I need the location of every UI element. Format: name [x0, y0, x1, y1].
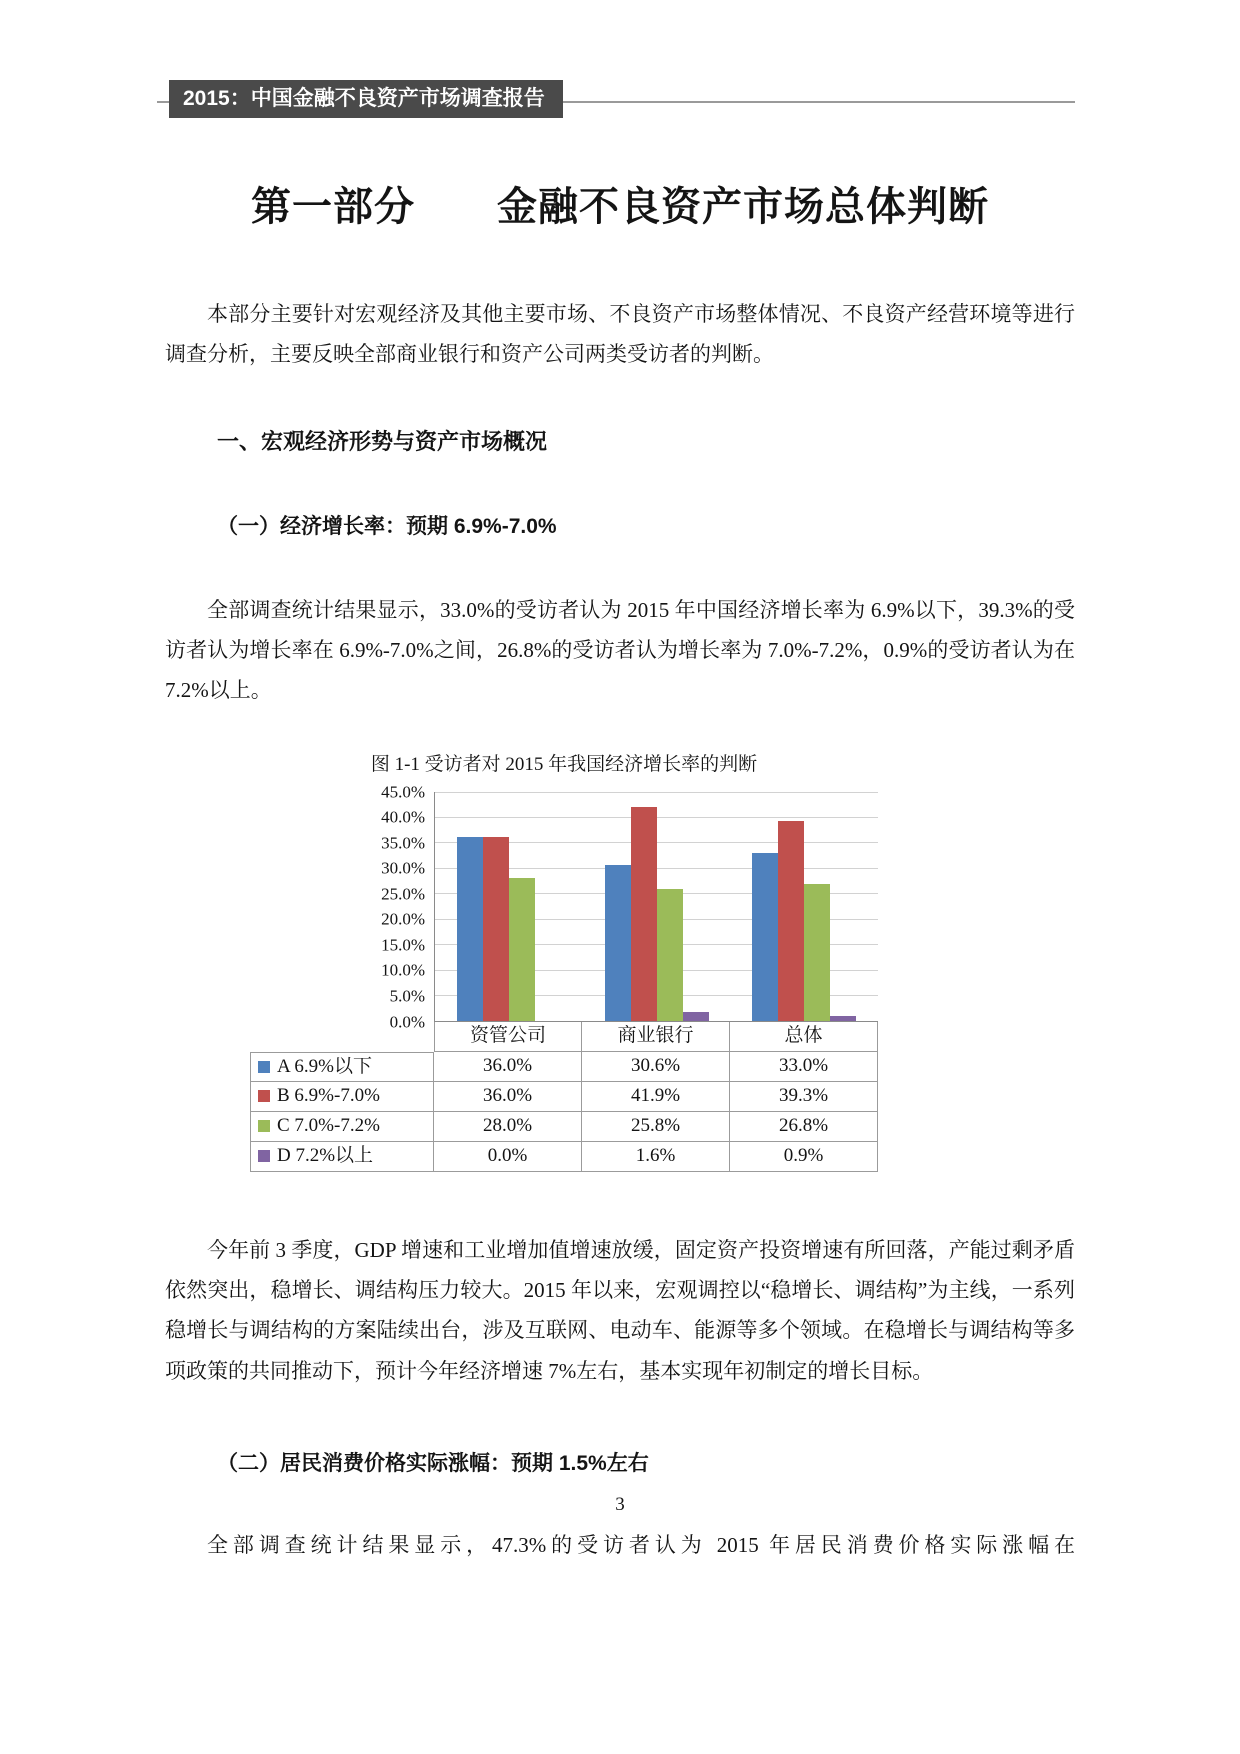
value-cell: 0.9%: [730, 1142, 878, 1172]
legend-swatch-icon: [258, 1061, 270, 1073]
figure-1-1: [250, 749, 878, 1172]
report-title-banner: [169, 80, 563, 118]
table-row: [250, 1082, 878, 1112]
section-heading-1: 一、宏观经济形势与资产市场概况: [217, 428, 548, 454]
bar: [483, 837, 509, 1020]
y-tick-label: 10.0%: [381, 960, 425, 980]
value-cell: 0.0%: [434, 1142, 582, 1172]
value-cell: 26.8%: [730, 1112, 878, 1142]
value-cell: 41.9%: [582, 1082, 730, 1112]
intro-paragraph: 本部分主要针对宏观经济及其他主要市场、不良资产市场整体情况、不良资产经营环境等进行调查分析，主要反映全部商业银行和资产公司两类受访者的判断。: [165, 302, 1075, 367]
subsection-heading-1: （一）经济增长率：预期 6.9%-7.0%: [217, 514, 557, 538]
legend-swatch-icon: [258, 1090, 270, 1102]
legend-label: C 7.0%-7.2%: [277, 1115, 380, 1137]
y-axis-labels: [250, 782, 434, 1032]
table-category-row: [250, 1022, 878, 1052]
category-header-cell: 总体: [730, 1022, 878, 1052]
report-title: 2015：中国金融不良资产市场调查报告: [183, 87, 545, 110]
legend-swatch-icon: [258, 1120, 270, 1132]
category-header-cell: 商业银行: [582, 1022, 730, 1052]
legend-label: A 6.9%以下: [277, 1055, 373, 1077]
legend-cell: [250, 1112, 434, 1142]
chart-plot: [434, 792, 878, 1022]
bar: [752, 853, 778, 1021]
value-cell: 36.0%: [434, 1052, 582, 1082]
page-number: 3: [615, 1494, 625, 1515]
figure-caption: 图 1-1 受访者对 2015 年我国经济增长率的判断: [370, 753, 758, 775]
legend-label: D 7.2%以上: [277, 1145, 374, 1167]
y-tick-label: 25.0%: [381, 884, 425, 904]
paragraph-3: 全部调查统计结果显示，47.3%的受访者认为 2015 年居民消费价格实际涨幅在: [207, 1532, 1075, 1557]
bar-group-3: [730, 792, 878, 1021]
y-tick-label: 40.0%: [381, 807, 425, 827]
paragraph-2: 今年前 3 季度，GDP 增速和工业增加值增速放缓，固定资产投资增速有所回落，产能过剩矛盾依然突出，稳增长、调结构压力较大。2015 年以来，宏观调控以“稳增长、调结构”为主线，一系列稳增长与调结构的方案陆续出台，涉及互联网、电动车、能源等多个领域。在稳增长与调结构等多项政策的共同推动下，预计今年经济增速 7%左右，基本实现年初制定的增长目标。: [165, 1237, 1075, 1383]
legend-cell: [250, 1142, 434, 1172]
bar-groups: [435, 792, 878, 1021]
bar: [830, 1016, 856, 1021]
value-cell: 39.3%: [730, 1082, 878, 1112]
part-title: 第一部分 金融不良资产市场总体判断: [251, 184, 989, 229]
bar: [804, 884, 830, 1020]
y-tick-label: 0.0%: [389, 1012, 425, 1032]
bar-group-1: [435, 792, 583, 1021]
table-row: [250, 1052, 878, 1082]
bar: [683, 1012, 709, 1020]
bar: [509, 878, 535, 1020]
y-tick-label: 45.0%: [381, 782, 425, 802]
paragraph-1: 全部调查统计结果显示，33.0%的受访者认为 2015 年中国经济增长率为 6.9%以下，39.3%的受访者认为增长率在 6.9%-7.0%之间，26.8%的受访者认为增长率为 7.0%-7.2%，0.9%的受访者认为在 7.2%以上。: [165, 597, 1075, 703]
table-row: [250, 1112, 878, 1142]
table-row: [250, 1142, 878, 1172]
bar: [605, 865, 631, 1021]
subsection-heading-2: （二）居民消费价格实际涨幅：预期 1.5%左右: [217, 1451, 649, 1475]
page-header: [165, 80, 1075, 118]
value-cell: 28.0%: [434, 1112, 582, 1142]
chart-plot-row: [250, 782, 878, 1032]
legend-cell: [250, 1052, 434, 1082]
legend-cell: [250, 1082, 434, 1112]
bar-group-2: [583, 792, 731, 1021]
value-cell: 30.6%: [582, 1052, 730, 1082]
value-cell: 25.8%: [582, 1112, 730, 1142]
value-cell: 36.0%: [434, 1082, 582, 1112]
y-tick-label: 35.0%: [381, 833, 425, 853]
y-tick-label: 20.0%: [381, 909, 425, 929]
bar: [457, 837, 483, 1020]
bar: [778, 821, 804, 1021]
bar: [657, 889, 683, 1020]
legend-swatch-icon: [258, 1150, 270, 1162]
bar-chart: [250, 782, 878, 1172]
category-header-cell: 资管公司: [434, 1022, 582, 1052]
y-tick-label: 30.0%: [381, 858, 425, 878]
chart-data-table: [250, 1022, 878, 1172]
y-tick-label: 15.0%: [381, 935, 425, 955]
bar: [631, 807, 657, 1020]
legend-label: B 6.9%-7.0%: [277, 1085, 380, 1107]
value-cell: 33.0%: [730, 1052, 878, 1082]
value-cell: 1.6%: [582, 1142, 730, 1172]
y-tick-label: 5.0%: [389, 986, 425, 1006]
